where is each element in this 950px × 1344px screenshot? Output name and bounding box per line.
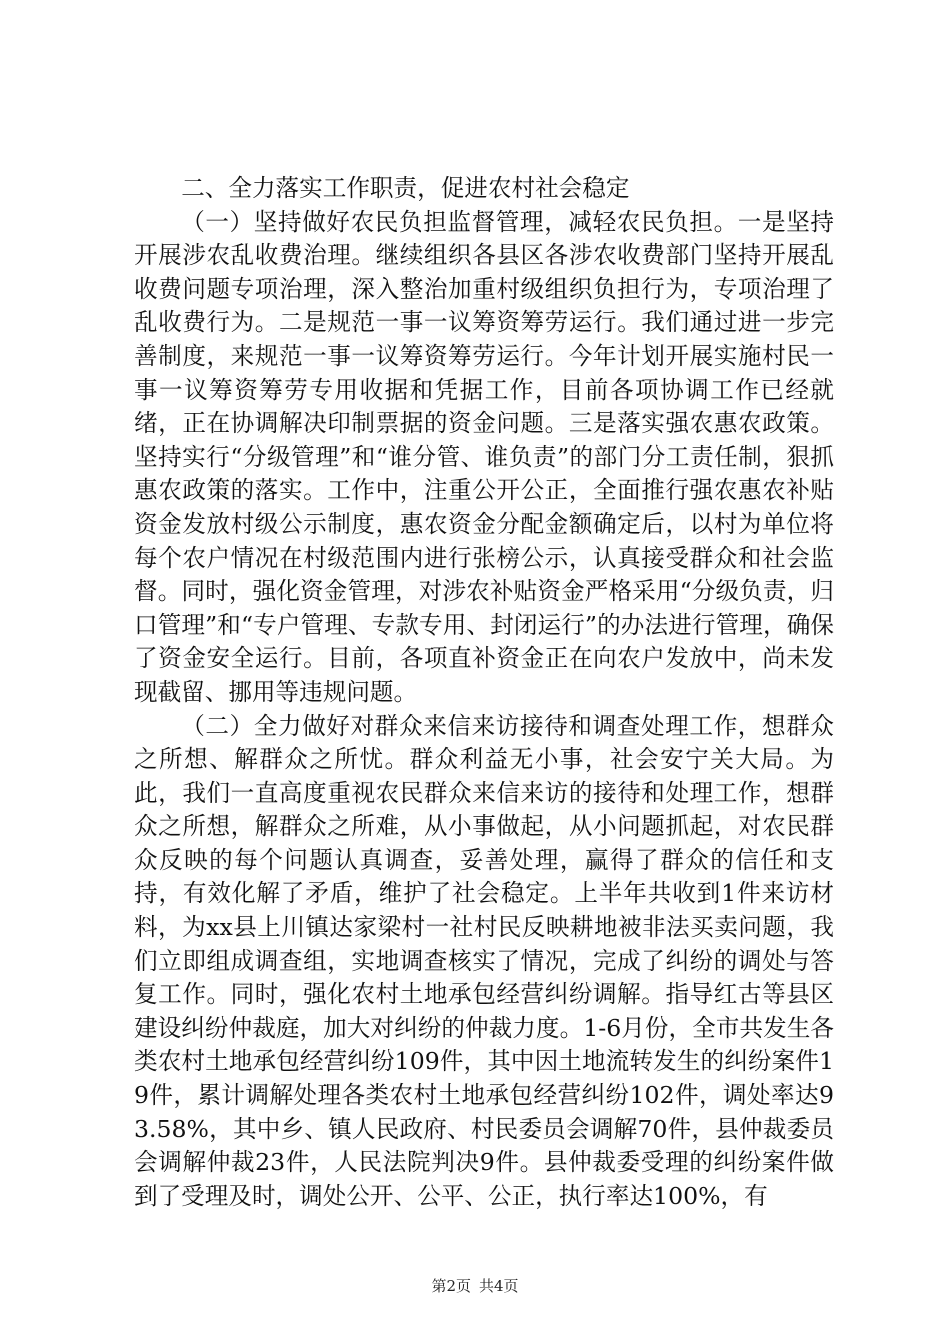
paragraph-2: （二）全力做好对群众来信来访接待和调查处理工作，想群众之所想、解群众之所忧。群众利益无小事，社会安宁关大局。为此，我们一直高度重视农民群众来信来访的接待和处理工作，想群众之所想，解群众之所难，从小事做起，从小问题抓起，对农民群众反映的每个问题认真调查，妥善处理，赢得了群众的信任和支持，有效化解了矛盾，维护了社会稳定。上半年共收到1件来访材料，为xx县上川镇达家梁村一社村民反映耕地被非法买卖问题，我们立即组成调查组，实地调查核实了情况，完成了纠纷的调处与答复工作。同时，强化农村土地承包经营纠纷调解。指导红古等县区建设纠纷仲裁庭，加大对纠纷的仲裁力度。1-6月份，全市共发生各类农村土地承包经营纠纷109件，其中因土地流转发生的纠纷案件19件，累计调解处理各类农村土地承包经营纠纷102件，调处率达93.58%，其中乡、镇人民政府、村民委员会调解70件，县仲裁委员会调解仲裁23件，人民法院判决9件。县仲裁委受理的纠纷案件做到了受理及时，调处公开、公平、公正，执行率达100%，有 bbox=[134, 711, 834, 1210]
page-total: 共4页 bbox=[479, 1277, 519, 1295]
paragraph-1: （一）坚持做好农民负担监督管理，减轻农民负担。一是坚持开展涉农乱收费治理。继续组织各县区各涉农收费部门坚持开展乱收费问题专项治理，深入整治加重村级组织负担行为，专项治理了乱收费行为。二是规范一事一议筹资筹劳运行。我们通过进一步完善制度，来规范一事一议筹资筹劳运行。今年计划开展实施村民一事一议筹资筹劳专用收据和凭据工作，目前各项协调工作已经就绪，正在协调解决印制票据的资金问题。三是落实强农惠农政策。坚持实行“分级管理”和“谁分管、谁负责”的部门分工责任制，狠抓惠农政策的落实。工作中，注重公开公正，全面推行强农惠农补贴资金发放村级公示制度，惠农资金分配金额确定后，以村为单位将每个农户情况在村级范围内进行张榜公示，认真接受群众和社会监督。同时，强化资金管理，对涉农补贴资金严格采用“分级负责，归口管理”和“专户管理、专款专用、封闭运行”的办法进行管理，确保了资金安全运行。目前，各项直补资金正在向农户发放中，尚未发现截留、挪用等违规问题。 bbox=[134, 207, 834, 706]
section-heading: 二、全力落实工作职责，促进农村社会稳定 bbox=[181, 174, 630, 202]
page-footer bbox=[0, 1275, 950, 1296]
page-number: 第2页 bbox=[431, 1277, 471, 1295]
document-body bbox=[134, 172, 834, 1213]
